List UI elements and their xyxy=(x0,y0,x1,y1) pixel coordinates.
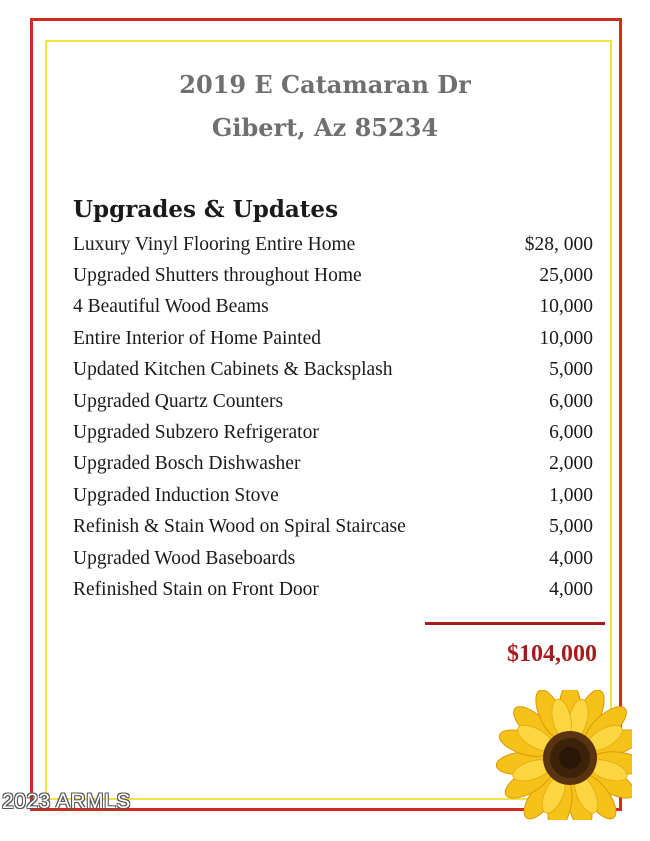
list-item xyxy=(73,574,593,605)
item-label: Upgraded Bosch Dishwasher xyxy=(73,453,301,475)
list-item xyxy=(73,355,593,386)
item-value: 1,000 xyxy=(549,484,593,506)
total-rule xyxy=(425,622,605,625)
list-item xyxy=(73,417,593,448)
list-item xyxy=(73,449,593,480)
list-item xyxy=(73,480,593,511)
address-line-1: 2019 E Catamaran Dr xyxy=(179,70,471,99)
item-label: Upgraded Subzero Refrigerator xyxy=(73,422,319,444)
list-item xyxy=(73,229,593,260)
item-label: Upgraded Shutters throughout Home xyxy=(73,265,362,287)
item-label: Updated Kitchen Cabinets & Backsplash xyxy=(73,359,393,381)
list-item xyxy=(73,512,593,543)
copyright-watermark: 2023 ARMLS xyxy=(2,790,131,813)
item-value: 4,000 xyxy=(549,547,593,569)
item-label: 4 Beautiful Wood Beams xyxy=(73,296,269,318)
item-label: Entire Interior of Home Painted xyxy=(73,327,322,349)
item-label: Upgraded Quartz Counters xyxy=(73,390,284,412)
section-title: Upgrades & Updates xyxy=(73,196,339,223)
item-label: Refinish & Stain Wood on Spiral Staircase xyxy=(73,516,406,538)
item-value: 5,000 xyxy=(549,359,593,381)
total-amount: $104,000 xyxy=(507,641,597,667)
list-item xyxy=(73,260,593,291)
list-item xyxy=(73,323,593,354)
item-value: 6,000 xyxy=(549,422,593,444)
item-label: Refinished Stain on Front Door xyxy=(73,578,319,600)
item-value: $28, 000 xyxy=(524,233,593,255)
item-value: 10,000 xyxy=(539,327,593,349)
list-item xyxy=(73,292,593,323)
item-label: Upgraded Wood Baseboards xyxy=(73,547,296,569)
item-value: 6,000 xyxy=(549,390,593,412)
item-value: 4,000 xyxy=(549,578,593,600)
address-line-2: Gibert, Az 85234 xyxy=(211,113,439,142)
list-item xyxy=(73,543,593,574)
upgrades-list xyxy=(73,229,593,606)
item-label: Upgraded Induction Stove xyxy=(73,484,279,506)
item-value: 25,000 xyxy=(539,265,593,287)
item-value: 5,000 xyxy=(549,516,593,538)
item-value: 10,000 xyxy=(539,296,593,318)
item-label: Luxury Vinyl Flooring Entire Home xyxy=(73,233,356,255)
item-value: 2,000 xyxy=(549,453,593,475)
sunflower-image xyxy=(492,690,632,820)
list-item xyxy=(73,386,593,417)
